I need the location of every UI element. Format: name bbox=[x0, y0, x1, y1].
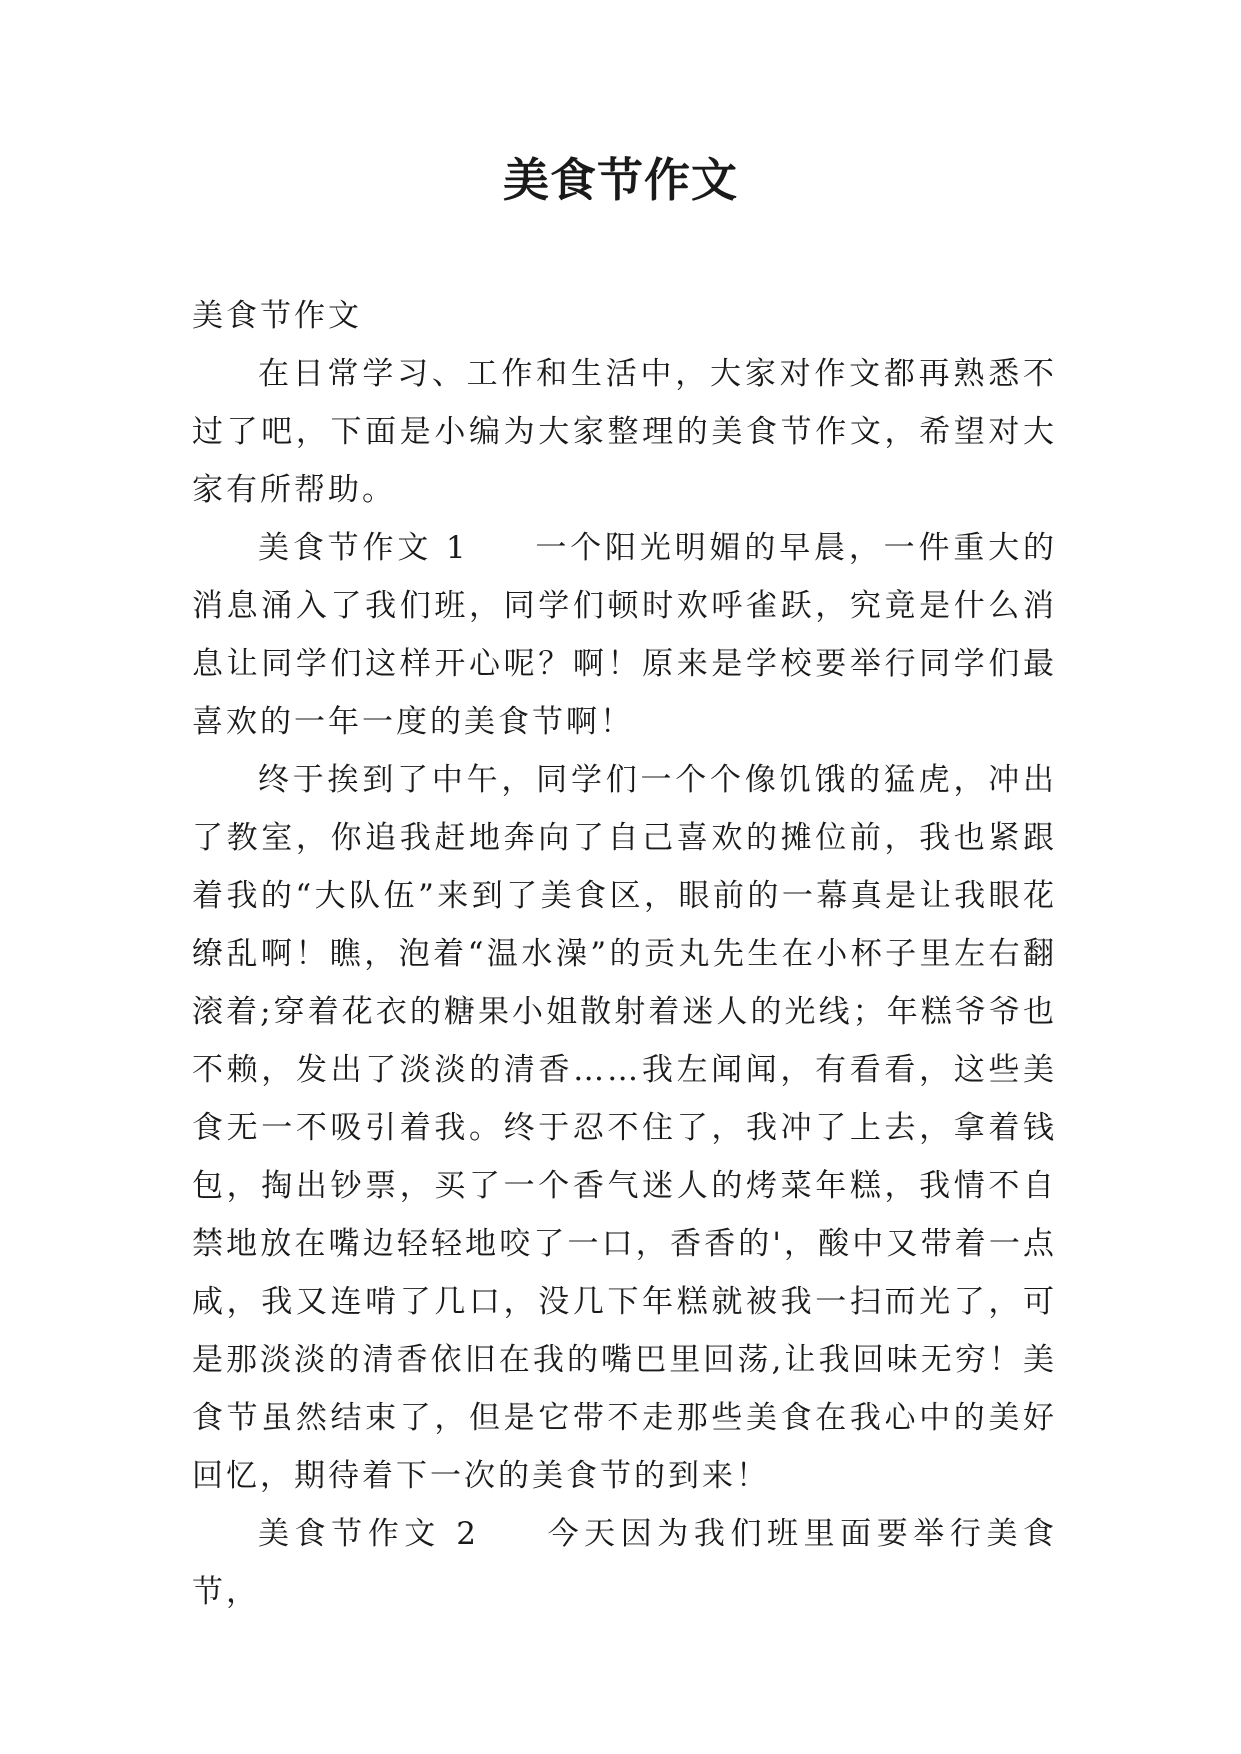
essay-1-paragraph-1 bbox=[192, 519, 1057, 751]
essay-2-opening: 今天因为我们班里面要举行美食节， bbox=[192, 1516, 1058, 1610]
essay-1-paragraph-2: 终于挨到了中午，同学们一个个像饥饿的猛虎，冲出了教室，你追我赶地奔向了自己喜欢的摊位前，我也紧跟着我的“大队伍”来到了美食区，眼前的一幕真是让我眼花缭乱啊！瞧，泡着“温水澡”的贡丸先生在小杯子里左右翻滚着;穿着花衣的糖果小姐散射着迷人的光线；年糕爷爷也不赖，发出了淡淡的清香……我左闻闻，有看看，这些美食无一不吸引着我。终于忍不住了，我冲了上去，拿着钱包，掏出钞票，买了一个香气迷人的烤菜年糕，我情不自禁地放在嘴边轻轻地咬了一口，香香的'，酸中又带着一点咸，我又连啃了几口，没几下年糕就被我一扫而光了，可是那淡淡的清香依旧在我的嘴巴里回荡,让我回味无穷！美食节虽然结束了，但是它带不走那些美食在我心中的美好回忆，期待着下一次的美食节的到来！ bbox=[192, 762, 1057, 1494]
essay-1-opening: 一个阳光明媚的早晨，一件重大的消息涌入了我们班，同学们顿时欢呼雀跃，究竟是什么消息让同学们这样开心呢？啊！原来是学校要举行同学们最喜欢的一年一度的美食节啊！ bbox=[192, 530, 1058, 740]
essay-2-paragraph-1 bbox=[192, 1505, 1057, 1621]
intro-paragraph: 在日常学习、工作和生活中，大家对作文都再熟悉不过了吧，下面是小编为大家整理的美食节作文，希望对大家有所帮助。 bbox=[192, 356, 1057, 508]
document-title: 美食节作文 bbox=[503, 153, 738, 207]
essay-2-heading: 美食节作文 2 bbox=[258, 1516, 480, 1552]
subtitle: 美食节作文 bbox=[192, 298, 362, 334]
document-body bbox=[192, 287, 1057, 1621]
essay-1-heading: 美食节作文 1 bbox=[258, 530, 469, 566]
